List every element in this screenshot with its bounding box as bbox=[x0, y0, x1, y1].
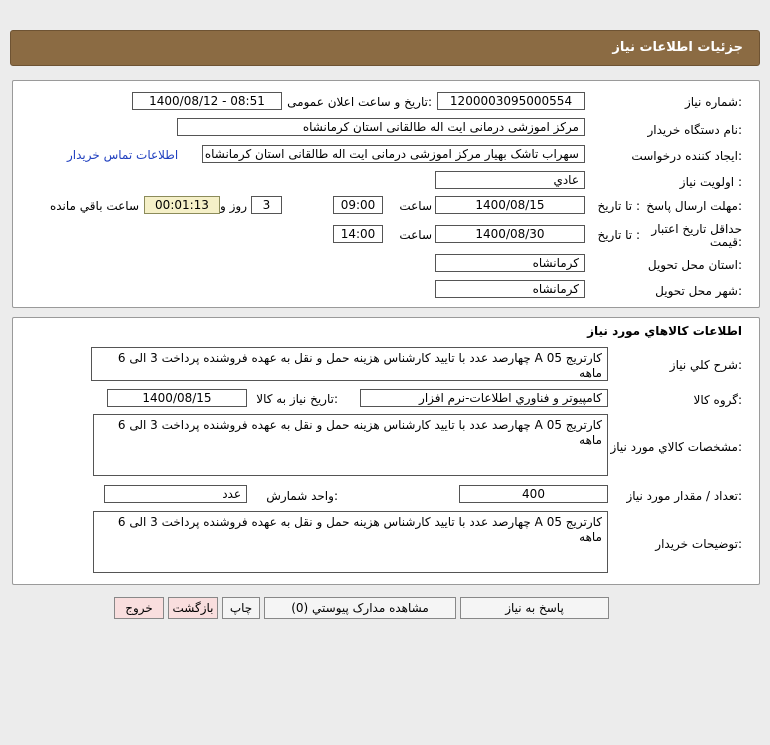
creator-label: ايجاد کننده درخواست: bbox=[631, 149, 742, 163]
need-number-label: شماره نياز: bbox=[684, 95, 742, 109]
spec-label: مشخصات کالاي مورد نياز: bbox=[610, 440, 742, 454]
days-field: 3 bbox=[251, 196, 282, 214]
spec-field: کارتریج 05 A چهارصد عدد با تایید کارشناس هزینه حمل و نقل به عهده فروشنده پرداخت 3 الی 6 ماهه bbox=[93, 414, 608, 476]
deadline-date-field: 1400/08/15 bbox=[435, 196, 585, 214]
validity-time-label: ساعت bbox=[399, 228, 432, 242]
page-header bbox=[10, 30, 760, 66]
unit-field: عدد bbox=[104, 485, 247, 503]
page-title: جزئيات اطلاعات نياز bbox=[612, 40, 743, 55]
province-label: استان محل تحويل: bbox=[647, 258, 742, 272]
details-panel bbox=[12, 80, 760, 308]
validity-date-field: 1400/08/30 bbox=[435, 225, 585, 243]
buyer-org-label: نام دستگاه خريدار: bbox=[647, 123, 742, 137]
qty-field: 400 bbox=[459, 485, 608, 503]
unit-label: واحد شمارش: bbox=[266, 489, 338, 503]
qty-label: تعداد / مقدار مورد نياز: bbox=[626, 489, 742, 503]
need-date-field: 1400/08/15 bbox=[107, 389, 247, 407]
buyer-notes-field: کارتریج 05 A چهارصد عدد با تایید کارشناس هزینه حمل و نقل به عهده فروشنده پرداخت 3 الی 6 ماهه bbox=[93, 511, 608, 573]
print-button[interactable]: چاپ bbox=[222, 597, 260, 619]
attachments-button[interactable]: مشاهده مدارک پيوستي (0) bbox=[264, 597, 456, 619]
buyer-notes-label: توضيحات خريدار: bbox=[655, 537, 742, 551]
validity-label: حداقل تاريخ اعتبار قيمت: bbox=[651, 222, 742, 249]
deadline-time-label: ساعت bbox=[399, 199, 432, 213]
exit-button[interactable]: خروج bbox=[114, 597, 164, 619]
need-date-label: تاريخ نياز به کالا: bbox=[256, 392, 338, 406]
deadline-to-date-label: تا تاريخ : bbox=[597, 199, 640, 213]
need-number-field: 1200003095000554 bbox=[437, 92, 585, 110]
creator-field: سهراب تاشک بهیار مرکز اموزشی درمانی ایت اله طالقانی استان کرمانشاه bbox=[202, 145, 585, 163]
validity-time-field: 14:00 bbox=[333, 225, 383, 243]
back-button[interactable]: بازگشت bbox=[168, 597, 218, 619]
city-field: کرمانشاه bbox=[435, 280, 585, 298]
validity-to-date-label: تا تاريخ : bbox=[597, 228, 640, 242]
priority-label: اولويت نياز : bbox=[679, 175, 742, 189]
priority-field: عادي bbox=[435, 171, 585, 189]
group-label: گروه کالا: bbox=[693, 393, 742, 407]
group-field: کامپيوتر و فناوري اطلاعات-نرم افزار bbox=[360, 389, 608, 407]
announce-field: 1400/08/12 - 08:51 bbox=[132, 92, 282, 110]
remaining-label: ساعت باقي مانده bbox=[49, 199, 139, 213]
summary-field: کارتریج 05 A چهارصد عدد با تایید کارشناس هزینه حمل و نقل به عهده فروشنده پرداخت 3 الی 6 ماهه bbox=[91, 347, 608, 381]
buyer-contact-link[interactable]: اطلاعات تماس خريدار bbox=[67, 148, 179, 162]
deadline-time-field: 09:00 bbox=[333, 196, 383, 214]
reply-button[interactable]: پاسخ به نياز bbox=[460, 597, 609, 619]
days-label: روز و bbox=[220, 199, 247, 213]
deadline-label: مهلت ارسال پاسخ: bbox=[646, 199, 742, 213]
remaining-time-field: 00:01:13 bbox=[144, 196, 220, 214]
buyer-org-field: مرکز اموزشی درمانی ایت اله طالقانی استان کرمانشاه bbox=[177, 118, 585, 136]
goods-section-title: اطلاعات کالاهاي مورد نياز bbox=[587, 324, 742, 338]
summary-label: شرح کلي نياز: bbox=[669, 358, 742, 372]
announce-label: تاريخ و ساعت اعلان عمومی: bbox=[287, 95, 432, 109]
province-field: کرمانشاه bbox=[435, 254, 585, 272]
city-label: شهر محل تحويل: bbox=[655, 284, 742, 298]
